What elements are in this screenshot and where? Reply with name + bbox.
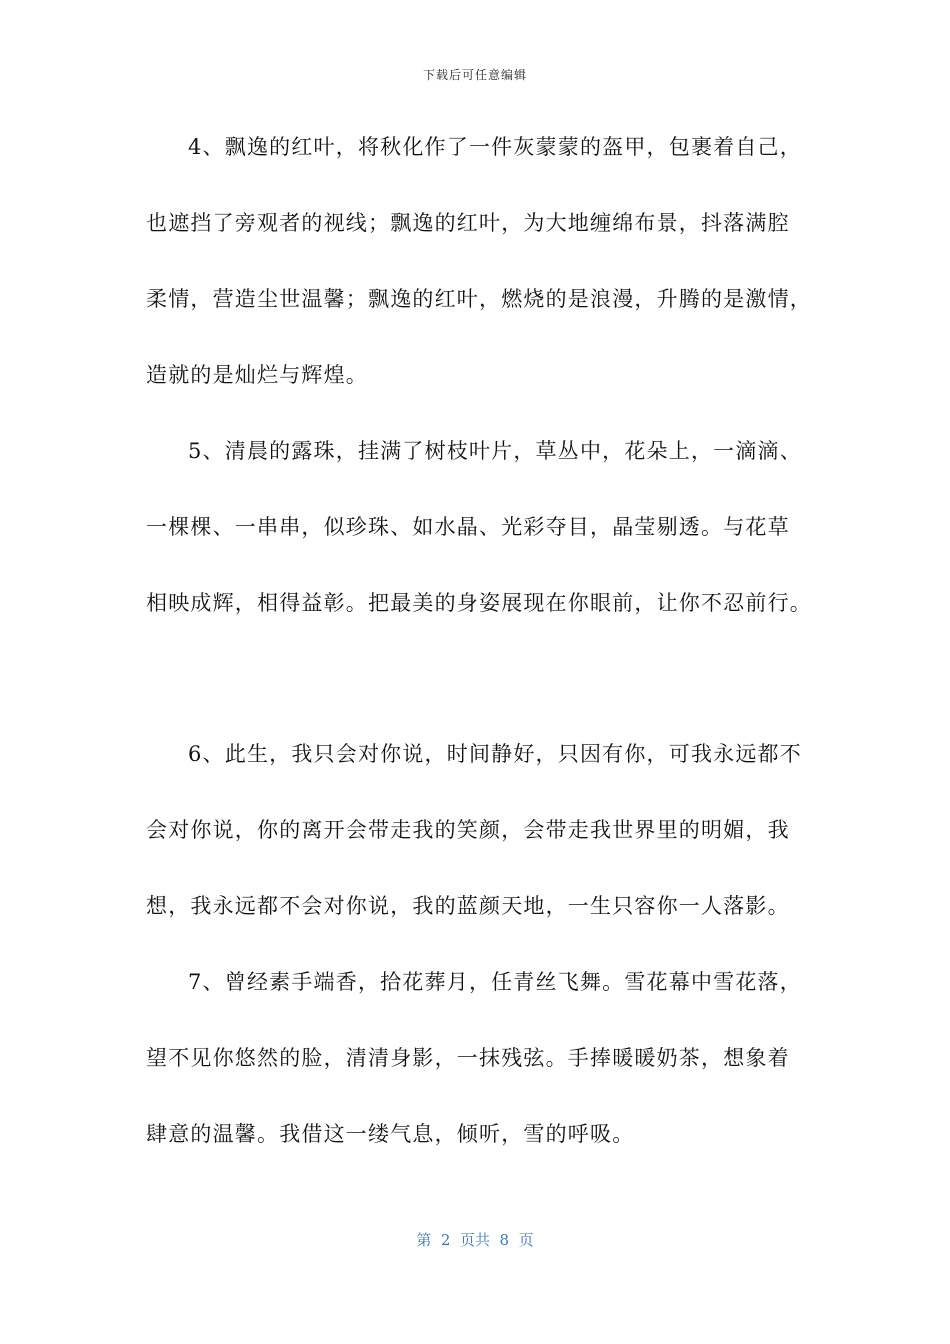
paragraph-line: 6、此生，我只会对你说，时间静好，只因有你，可我永远都不 (188, 742, 802, 766)
page-footer: 第 2 页共 8 页 (416, 1231, 534, 1249)
paragraph-line: 想，我永远都不会对你说，我的蓝颜天地，一生只容你一人落影。 (146, 894, 790, 918)
paragraph-line: 相映成辉，相得益彰。把最美的身姿展现在你眼前，让你不忍前行。 (146, 591, 812, 615)
document-body (146, 128, 816, 1153)
paragraph-5 (146, 432, 816, 622)
paragraph-6 (146, 735, 816, 925)
paragraph-line: 造就的是灿烂与辉煌。 (146, 363, 368, 387)
paragraph-line: 肆意的温馨。我借这一缕气息，倾听，雪的呼吸。 (146, 1122, 635, 1146)
page-header: 下载后可任意编辑 (422, 68, 527, 82)
paragraph-line: 望不见你悠然的脸，清清身影，一抹残弦。手捧暖暖奶茶，想象着 (146, 1046, 790, 1070)
paragraph-line: 一棵棵、一串串，似珍珠、如水晶、光彩夺目，晶莹剔透。与花草 (146, 515, 790, 539)
paragraph-4 (146, 128, 816, 394)
paragraph-line: 会对你说，你的离开会带走我的笑颜，会带走我世界里的明媚，我 (146, 818, 790, 842)
paragraph-line: 柔情，营造尘世温馨；飘逸的红叶，燃烧的是浪漫，升腾的是激情， (146, 287, 812, 311)
paragraph-7 (146, 963, 816, 1153)
paragraph-line: 也遮挡了旁观者的视线；飘逸的红叶，为大地缠绵布景，抖落满腔 (146, 211, 790, 235)
paragraph-line: 5、清晨的露珠，挂满了树枝叶片，草丛中，花朵上，一滴滴、 (188, 439, 802, 463)
paragraph-line: 7、曾经素手端香，拾花葬月，任青丝飞舞。雪花幕中雪花落， (188, 970, 802, 994)
paragraph-line: 4、飘逸的红叶，将秋化作了一件灰蒙蒙的盔甲，包裹着自己， (188, 135, 802, 159)
